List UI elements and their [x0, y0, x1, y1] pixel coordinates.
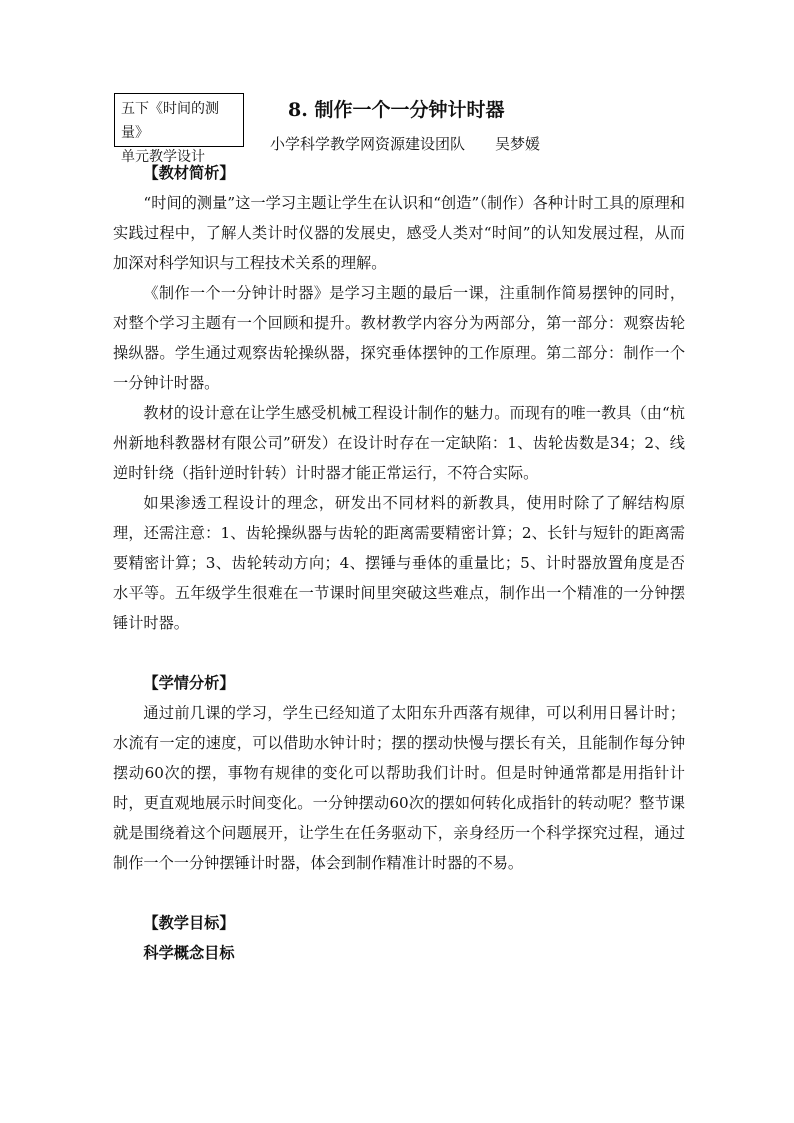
unit-label-line2: 单元教学设计: [121, 149, 205, 165]
paragraph: 如果渗透工程设计的理念，研发出不同材料的新教具，使用时除了了解结构原理，还需注意：1、齿轮操纵器与齿轮的距离需要精密计算；2、长针与短针的距离需要精密计算；3、齿轮转动方向；4、摆锤与垂体的重量比；5、计时器放置角度是否水平等。五年级学生很难在一节课时间里突破这些难点，制作出一个精准的一分钟摆锤计时器。: [113, 494, 685, 632]
unit-label-box: [114, 93, 244, 165]
author-line: [270, 133, 540, 155]
paragraph: 通过前几课的学习，学生已经知道了太阳东升西落有规律，可以利用日晷计时；水流有一定的速度，可以借助水钟计时；摆的摆动快慢与摆长有关，且能制作每分钟摆动60次的摆，事物有规律的变化可以帮助我们计时。但是时钟通常都是用指针计时，更直观地展示时间变化。一分钟摆动60次的摆如何转化成指针的转动呢？整节课就是围绕着这个问题展开，让学生在任务驱动下，亲身经历一个科学探究过程，通过制作一个一分钟摆锤计时器，体会到制作精准计时器的不易。: [113, 704, 685, 872]
subheading-concept-goals: 科学概念目标: [143, 944, 235, 962]
author-team: 小学科学教学网资源建设团队: [270, 135, 466, 153]
author-name: 吴梦媛: [495, 135, 541, 153]
unit-label-line1: 五下《时间的测量》: [121, 101, 219, 141]
spacer: [113, 638, 685, 668]
section-heading-students: 【学情分析】: [143, 674, 235, 692]
paragraph: 教材的设计意在让学生感受机械工程设计制作的魅力。而现有的唯一教具（由“杭州新地科教器材有限公司”研发）在设计时存在一定缺陷：1、齿轮齿数是34；2、线逆时针绕（指针逆时针转）计时器才能正常运行，不符合实际。: [113, 404, 685, 482]
paragraph: 《制作一个一分钟计时器》是学习主题的最后一课，注重制作简易摆钟的同时，对整个学习主题有一个回顾和提升。教材教学内容分为两部分，第一部分：观察齿轮操纵器。学生通过观察齿轮操纵器，探究垂体摆钟的工作原理。第二部分：制作一个一分钟计时器。: [113, 284, 685, 392]
spacer: [113, 878, 685, 908]
document-body: [113, 158, 685, 968]
lesson-title: 8. 制作一个一分钟计时器: [288, 99, 505, 121]
section-heading-textbook: 【教材简析】: [143, 164, 235, 182]
paragraph: “时间的测量”这一学习主题让学生在认识和“创造”（制作）各种计时工具的原理和实践过程中，了解人类计时仪器的发展史，感受人类对“时间”的认知发展过程，从而加深对科学知识与工程技术关系的理解。: [113, 194, 685, 272]
section-heading-goals: 【教学目标】: [143, 914, 235, 932]
